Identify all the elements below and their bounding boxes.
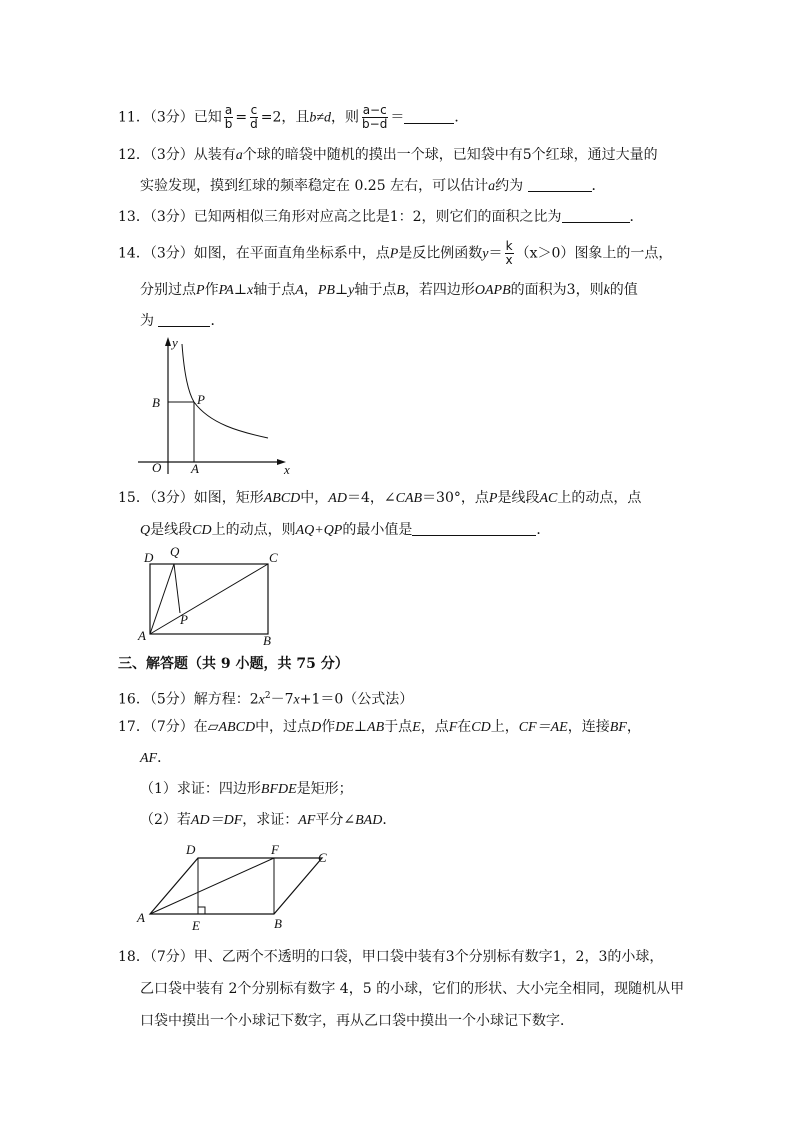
question-17-sub-1: （1）求证：四边形BFDE是矩形； — [140, 781, 353, 797]
label-O: O — [152, 460, 162, 475]
question-16: 16．（5分）解方程：$2x^2-7x+1=0$（公式法） — [118, 691, 414, 708]
question-17-sub-2: （2）若AD＝DF，求证：AF平分∠BAD． — [140, 812, 397, 828]
hyperbola-curve — [182, 344, 268, 438]
question-17-line-2: AF． — [140, 750, 172, 766]
label-D: D — [144, 550, 154, 565]
label-P: P — [180, 612, 188, 627]
segment-AQ — [150, 564, 174, 634]
right-angle-mark — [198, 907, 205, 914]
fraction-k-over-x: $\frac{k}{x}$ — [505, 239, 513, 267]
label-A: A — [138, 628, 146, 643]
label-B: B — [152, 395, 160, 410]
label-Q: Q — [170, 544, 180, 559]
fraction-a-minus-c-over-b-minus-d: $\frac{a-c}{b-d}$ — [362, 103, 388, 131]
question-18-line-3: 口袋中摸出一个小球记下数字，再从乙口袋中摸出一个小球记下数字． — [140, 1013, 574, 1029]
question-18-line-1: 18．（7分）甲、乙两个不透明的口袋，甲口袋中装有3个分别标有数字1，2，3的小球， — [118, 949, 664, 965]
answer-blank[interactable] — [412, 521, 536, 536]
question-12-line-1: 12．（3分）从装有a个球的暗袋中随机的摸出一个球，已知袋中有5个红球，通过大量的 — [118, 147, 658, 163]
label-x: x — [284, 462, 290, 477]
figure-inverse-proportion-graph — [130, 332, 300, 477]
question-11: 11．（3分）已知 $\frac{a}{b}$ = $\frac{c}{d}$ =2，且b≠d，则 $\frac{a-c}{b-d}$ ＝ ． — [118, 103, 469, 131]
label-A: A — [137, 910, 145, 925]
label-E: E — [192, 918, 200, 933]
label-B: B — [274, 916, 282, 931]
question-15-line-2: Q是线段CD上的动点，则AQ+QP的最小值是 ． — [140, 522, 551, 538]
question-13: 13．（3分）已知两相似三角形对应高之比是1：2，则它们的面积之比为 ． — [118, 209, 644, 225]
label-F: F — [271, 842, 279, 857]
figure-rectangle-ABCD — [136, 542, 286, 647]
label-D: D — [186, 842, 196, 857]
question-14-line-3: 为 ． — [140, 313, 225, 329]
label-y: y — [172, 335, 178, 350]
fraction-c-over-d: $\frac{c}{d}$ — [250, 103, 258, 131]
question-14-line-2: 分别过点P作PA⊥x轴于点A，PB⊥y轴于点B，若四边形OAPB的面积为3，则k的值 — [140, 282, 638, 298]
answer-blank[interactable] — [528, 177, 592, 192]
question-15-line-1: 15．（3分）如图，矩形ABCD中，AD＝4，∠CAB＝30°，点P是线段AC上的动点，点 — [118, 490, 642, 506]
question-12-line-2: 实验发现，摸到红球的频率稳定在 0.25 左右，可以估计a约为 ． — [140, 178, 606, 194]
question-18-line-2: 乙口袋中装有 2个分别标有数字 4，5 的小球，它们的形状、大小完全相同，现随机从甲 — [140, 981, 685, 997]
figure-parallelogram-ABCD — [134, 840, 344, 935]
parallelogram-ABCD — [150, 858, 322, 914]
question-17-line-1: 17．（7分）在▱ABCD中，过点D作DE⊥AB于点E，点F在CD上，CF＝AE，连接BF， — [118, 719, 641, 735]
label-C: C — [318, 850, 327, 865]
question-14-line-1: 14．（3分）如图，在平面直角坐标系中，点P是反比例函数y＝ $\frac{k}{x}$ （x＞0）图象上的一点， — [118, 239, 673, 267]
label-A: A — [191, 461, 199, 476]
y-axis-arrow — [165, 337, 171, 346]
answer-blank[interactable] — [158, 312, 210, 327]
label-P: P — [197, 392, 205, 407]
segment-AF — [150, 858, 274, 914]
segment-QP — [174, 564, 180, 613]
diagonal-AC — [150, 564, 268, 634]
label-C: C — [269, 550, 278, 565]
answer-blank[interactable] — [562, 208, 630, 223]
fraction-a-over-b: $\frac{a}{b}$ — [224, 103, 233, 131]
answer-blank[interactable] — [404, 109, 454, 124]
label-B: B — [263, 633, 271, 647]
section-heading: 三、解答题（共 9 小题，共 75 分） — [118, 656, 349, 672]
